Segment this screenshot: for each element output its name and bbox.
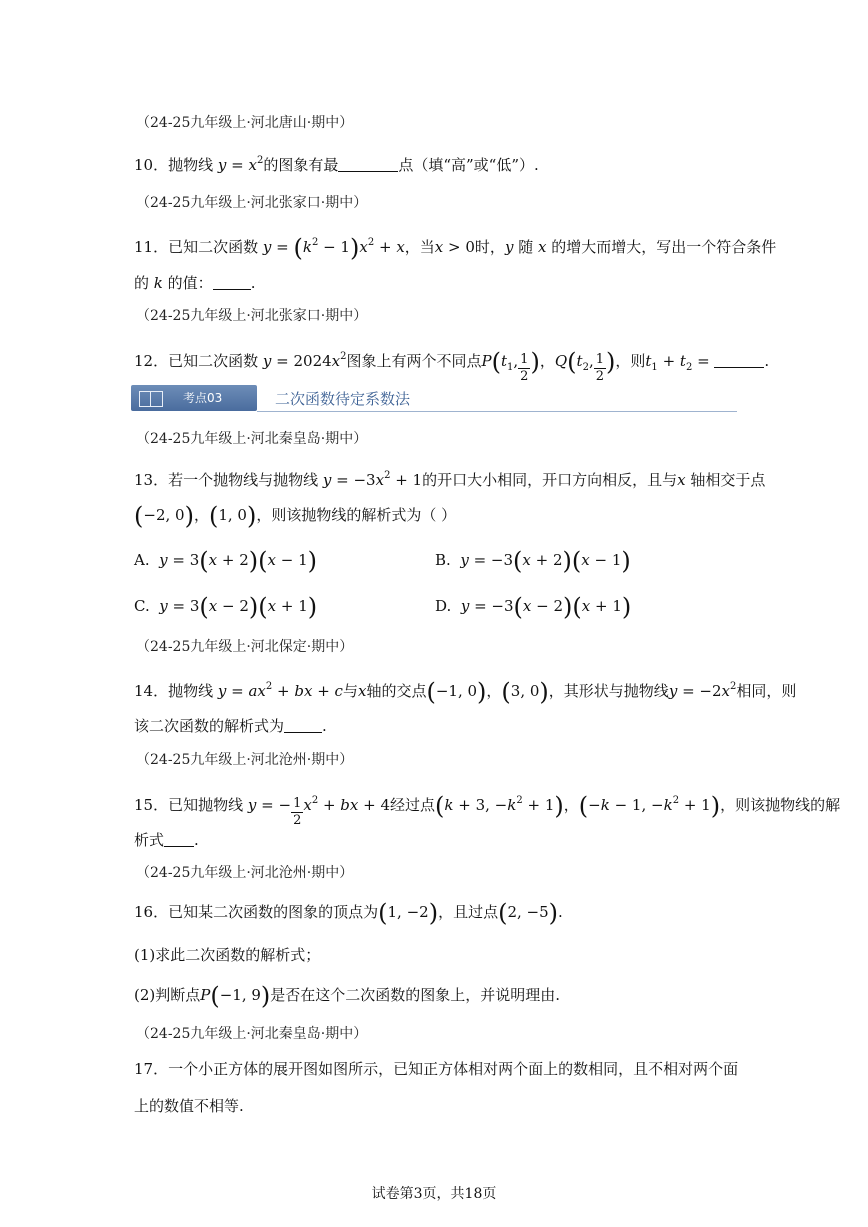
book-icon — [139, 391, 163, 407]
question-12: 12．已知二次函数 $y = 2024x^2$图象上有两个不同点$P(t_1$, $\frac{1}{2}$ )，$Q(t_2$, $\frac{1}{2}$ )，则$t_1 + t_2$ = . — [134, 348, 770, 384]
question-17: 17．一个小正方体的展开图如图所示，已知正方体相对两个面上的数相同，且不相对两个面 — [134, 1060, 739, 1078]
question-16: 16．已知某二次函数的图象的顶点为(1, −2)，且过点(2, −5). — [134, 899, 563, 927]
question-16-part1: (1)求此二次函数的解析式； — [134, 946, 321, 964]
question-15: 15．已知抛物线 y = − $\frac{1}{2}$ $x^2$ + bx + 4经过点(k + 3, $-k^2 + 1$)，(−k − 1, $-k^2 + 1$)，则该抛物线的解 — [134, 792, 841, 828]
answer-blank[interactable] — [714, 353, 764, 368]
source-tag: （24-25九年级上·河北唐山·期中） — [136, 115, 354, 131]
answer-blank[interactable] — [213, 275, 251, 290]
question-14-cont: 该二次函数的解析式为 . — [134, 717, 327, 735]
section-code: 考点03 — [183, 391, 223, 405]
question-17-cont: 上的数值不相等. — [134, 1097, 244, 1115]
question-14: 14．抛物线 $y = ax^2$ + bx + c与x轴的交点(−1, 0)，(3, 0)，其形状与抛物线$y = -2x^2$相同，则 — [134, 678, 797, 706]
answer-blank[interactable] — [164, 832, 194, 847]
source-tag: （24-25九年级上·河北秦皇岛·期中） — [136, 1026, 368, 1042]
question-11: 11．已知二次函数 $y = (k^2 - 1)x^2 + x$，当x > 0时，y 随 x 的增大而增大，写出一个符合条件 — [134, 234, 777, 262]
section-tab — [131, 385, 257, 411]
question-13: 13．若一个抛物线与抛物线 $y = -3x^2 + 1$的开口大小相同，开口方向相反，且与x 轴相交于点 — [134, 470, 766, 489]
question-15-cont: 析式 . — [134, 831, 199, 849]
section-divider — [257, 411, 737, 412]
source-tag: （24-25九年级上·河北秦皇岛·期中） — [136, 431, 368, 447]
page-footer: 试卷第3页，共18页 — [371, 1186, 497, 1202]
source-tag: （24-25九年级上·河北沧州·期中） — [136, 865, 354, 881]
answer-blank[interactable] — [338, 157, 398, 172]
question-16-part2: (2)判断点P(−1, 9)是否在这个二次函数的图象上，并说明理由. — [134, 982, 561, 1010]
source-tag: （24-25九年级上·河北保定·期中） — [136, 639, 354, 655]
question-10: 10．抛物线 $y = x^2$的图象有最 点（填“高”或“低”）. — [134, 155, 539, 174]
option-c[interactable]: C. y = 3(x − 2)(x + 1) — [134, 593, 318, 621]
source-tag: （24-25九年级上·河北张家口·期中） — [136, 195, 368, 211]
source-tag: （24-25九年级上·河北张家口·期中） — [136, 308, 368, 324]
option-a[interactable]: A. y = 3(x + 2)(x − 1) — [134, 547, 318, 575]
option-b[interactable]: B. y = −3(x + 2)(x − 1) — [435, 547, 631, 575]
option-d[interactable]: D. y = −3(x − 2)(x + 1) — [435, 593, 632, 621]
question-13-cont: (−2, 0)，(1, 0)，则该抛物线的解析式为（ ） — [134, 502, 457, 530]
question-11-cont: 的 k 的值： . — [134, 274, 256, 292]
answer-blank[interactable] — [284, 718, 322, 733]
source-tag: （24-25九年级上·河北沧州·期中） — [136, 752, 354, 768]
section-header — [131, 385, 737, 415]
section-title: 二次函数待定系数法 — [275, 390, 411, 408]
